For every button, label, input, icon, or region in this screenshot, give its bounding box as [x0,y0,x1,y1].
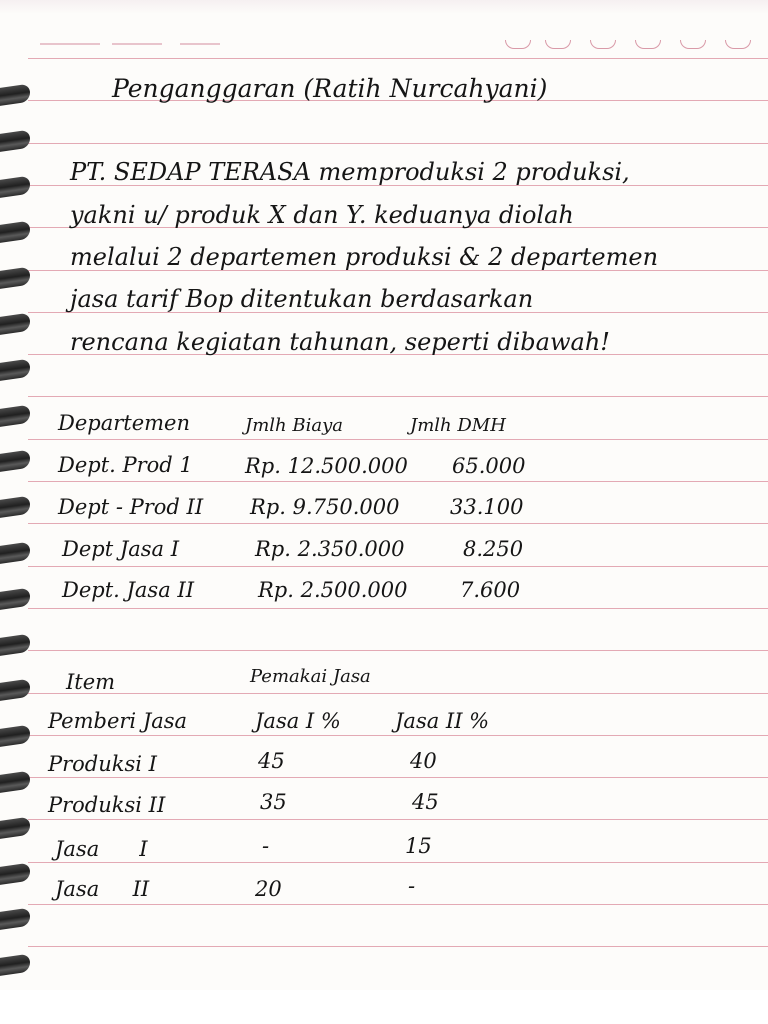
table-cell: Jasa I [55,837,148,861]
spiral-ring [0,863,30,886]
spiral-ring [0,359,30,382]
table-cell: Rp. 2.350.000 [255,537,405,561]
spiral-ring [0,817,30,840]
spiral-ring [0,954,30,977]
spiral-ring [0,679,30,702]
spiral-ring [0,313,30,336]
ruled-line [28,58,768,59]
spiral-ring [0,405,30,428]
spiral-ring [0,267,30,290]
table-cell: Jasa II [55,877,150,901]
ruled-line [28,523,768,524]
page-title: Penganggaran (Ratih Nurcahyani) [112,74,548,103]
paper-top-edge [0,0,768,14]
table-header-item: Item [66,670,116,694]
table-header-jasa-1: Jasa I % [255,709,341,733]
spiral-ring [0,84,30,107]
spiral-ring [0,542,30,565]
page-bottom-margin [0,990,768,1024]
table-cell: 8.250 [463,537,524,561]
ruled-line [28,819,768,820]
table-cell: 45 [412,790,439,814]
table-header-pemberi: Pemberi Jasa [48,709,188,733]
ruled-line [28,862,768,863]
spiral-ring [0,450,30,473]
spiral-ring [0,725,30,748]
table-cell: Produksi I [48,752,157,776]
ruled-line [28,566,768,567]
table-cell: Dept. Jasa II [62,578,194,602]
ruled-line [28,693,768,694]
top-loop [590,40,616,49]
spiral-ring [0,588,30,611]
ruled-line [28,143,768,144]
top-loop [635,40,661,49]
table-cell: 33.100 [450,495,524,519]
table-cell: Dept. Prod 1 [58,453,193,477]
table-cell: Produksi II [48,793,166,817]
table-cell: 40 [410,749,437,773]
table-cell: 15 [405,834,432,858]
ruled-line [28,650,768,651]
ruled-line [28,481,768,482]
table-cell: 45 [258,749,285,773]
table-cell: - [262,834,270,858]
ruled-line [28,439,768,440]
spiral-ring [0,771,30,794]
table-header-jasa-2: Jasa II % [395,709,490,733]
top-loop [505,40,531,49]
top-loop [545,40,571,49]
table-cell: 20 [255,877,282,901]
ruled-line [28,904,768,905]
ruled-line [28,735,768,736]
spiral-ring [0,221,30,244]
paragraph-line: melalui 2 departemen produksi & 2 departemen [70,243,659,271]
ruled-line [28,946,768,947]
table-header-dmh: Jmlh DMH [410,415,506,436]
top-dash [180,43,220,45]
ruled-line [28,608,768,609]
paragraph-line: PT. SEDAP TERASA memproduksi 2 produksi, [70,158,630,186]
table-cell: Dept Jasa I [62,537,180,561]
table-cell: 7.600 [460,578,521,602]
table-cell: - [408,874,416,898]
spiral-ring [0,130,30,153]
table-cell: 35 [260,790,287,814]
ruled-line [28,777,768,778]
top-loop [725,40,751,49]
table-cell: 65.000 [452,454,526,478]
paragraph-line: jasa tarif Bop ditentukan berdasarkan [70,285,534,313]
paragraph-line: yakni u/ produk X dan Y. keduanya diolah [70,201,574,229]
spiral-ring [0,176,30,199]
ruled-line [28,396,768,397]
table-cell: Rp. 12.500.000 [245,454,408,478]
top-dash [112,43,162,45]
table-cell: Rp. 2.500.000 [258,578,408,602]
paragraph-line: rencana kegiatan tahunan, seperti dibawah! [70,328,610,356]
spiral-ring [0,634,30,657]
table-cell: Rp. 9.750.000 [250,495,400,519]
table-header-biaya: Jmlh Biaya [245,415,343,436]
table-cell: Dept - Prod II [58,495,204,519]
table-header-departemen: Departemen [58,411,190,435]
table-header-pemakai: Pemakai Jasa [250,666,371,687]
top-dash [40,43,100,45]
spiral-ring [0,908,30,931]
spiral-ring [0,496,30,519]
top-loop [680,40,706,49]
